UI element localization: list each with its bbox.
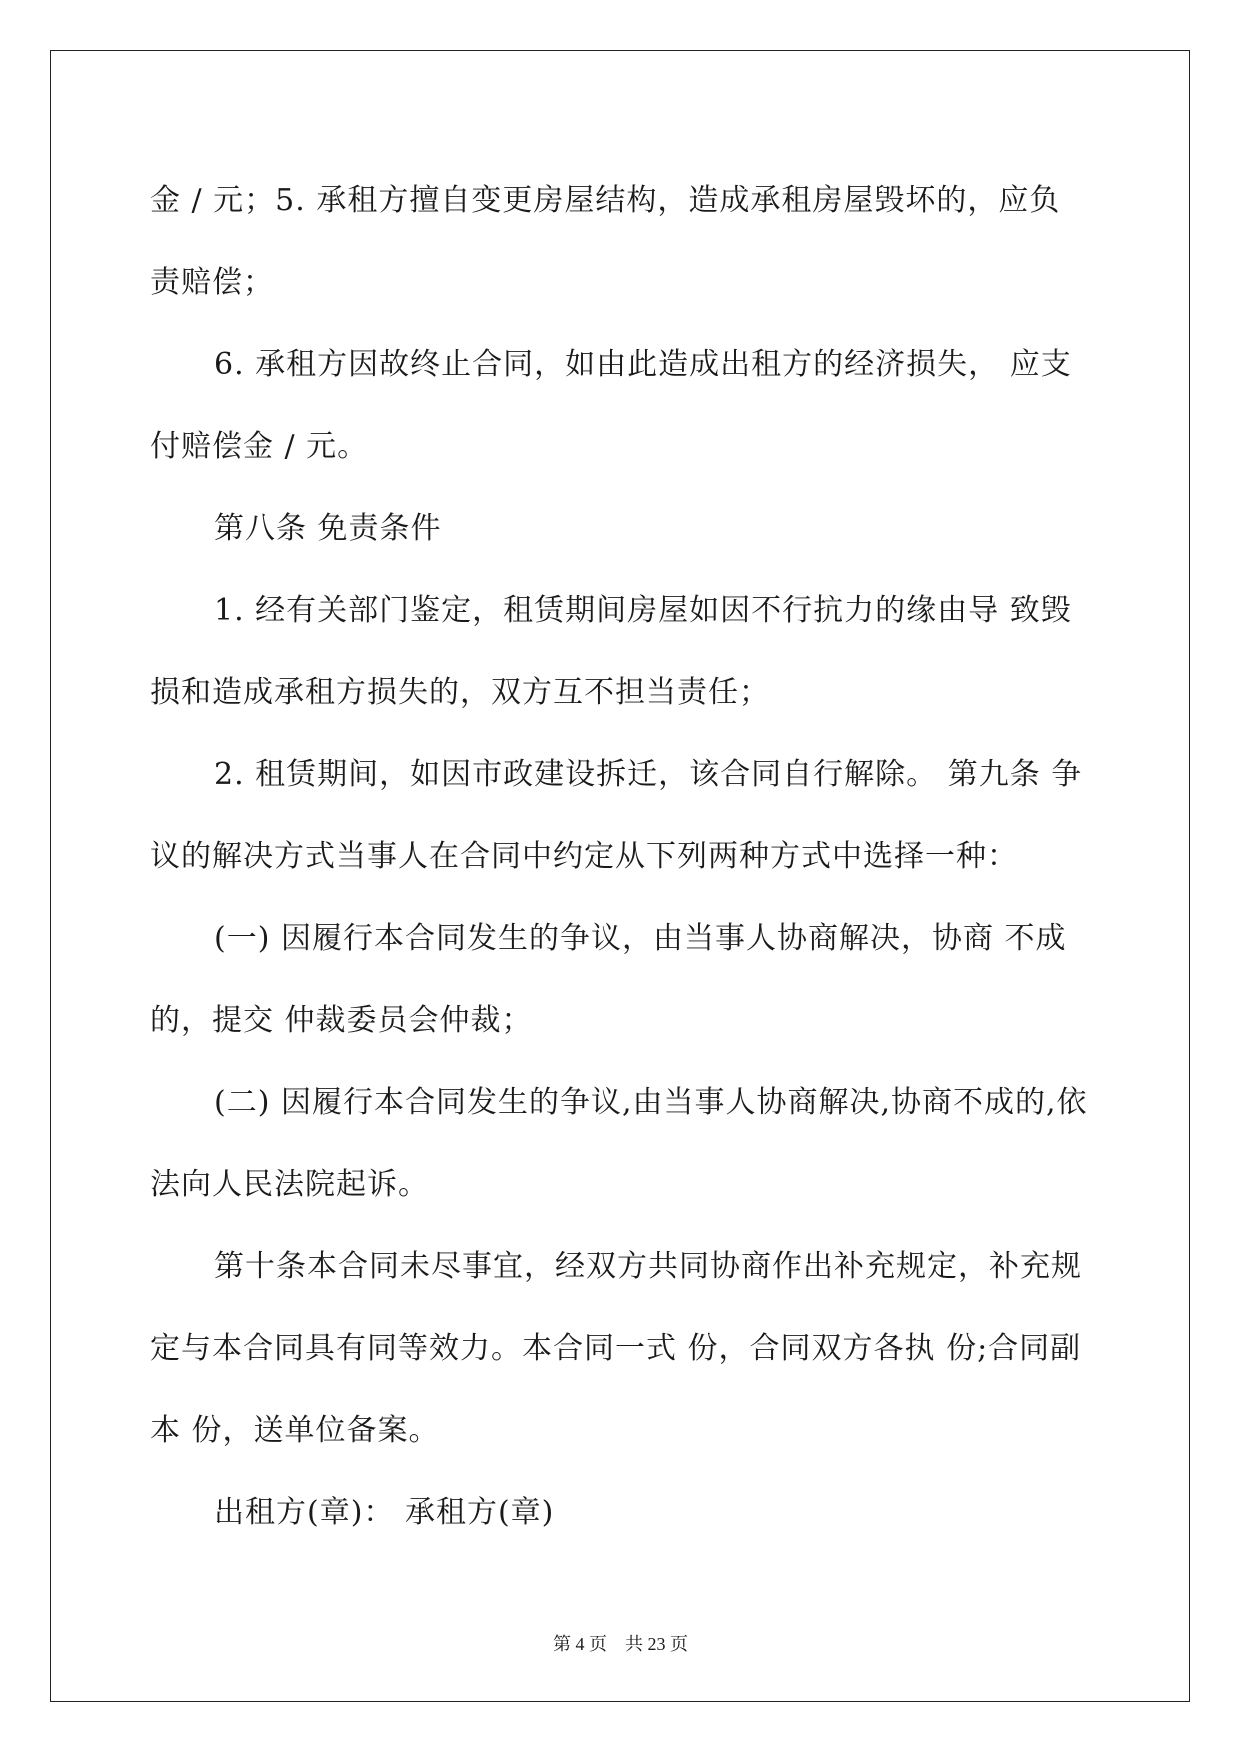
- section-heading-8: 第八条 免责条件: [214, 511, 442, 546]
- paragraph-1: 金 / 元；5. 承租方擅自变更房屋结构，造成承租房屋毁坏的，应负责赔偿；: [150, 183, 1061, 300]
- page-number: 第 4 页 共 23 页: [553, 1634, 688, 1654]
- signature-line: 出租方(章)： 承租方(章): [214, 1495, 555, 1530]
- paragraph-3: 1. 经有关部门鉴定，租赁期间房屋如因不行抗力的缘由导 致毁损和造成承租方损失的，双方互不担当责任；: [150, 593, 1072, 710]
- paragraph-5: (一) 因履行本合同发生的争议，由当事人协商解决，协商 不成的，提交 仲裁委员会仲裁；: [150, 921, 1067, 1038]
- paragraph-7: 第十条本合同未尽事宜，经双方共同协商作出补充规定，补充规定与本合同具有同等效力。本合同一式 份，合同双方各执 份;合同副本 份，送单位备案。: [150, 1249, 1082, 1448]
- page-footer: [0, 1630, 1241, 1656]
- paragraph-4: 2. 租赁期间，如因市政建设拆迁，该合同自行解除。 第九条 争议的解决方式当事人在合同中约定从下列两种方式中选择一种：: [150, 757, 1083, 874]
- paragraph-2: 6. 承租方因故终止合同，如由此造成出租方的经济损失， 应支付赔偿金 / 元。: [150, 347, 1072, 464]
- paragraph-6: (二) 因履行本合同发生的争议,由当事人协商解决,协商不成的,依法向人民法院起诉。: [150, 1085, 1088, 1202]
- document-body: [150, 160, 1090, 1554]
